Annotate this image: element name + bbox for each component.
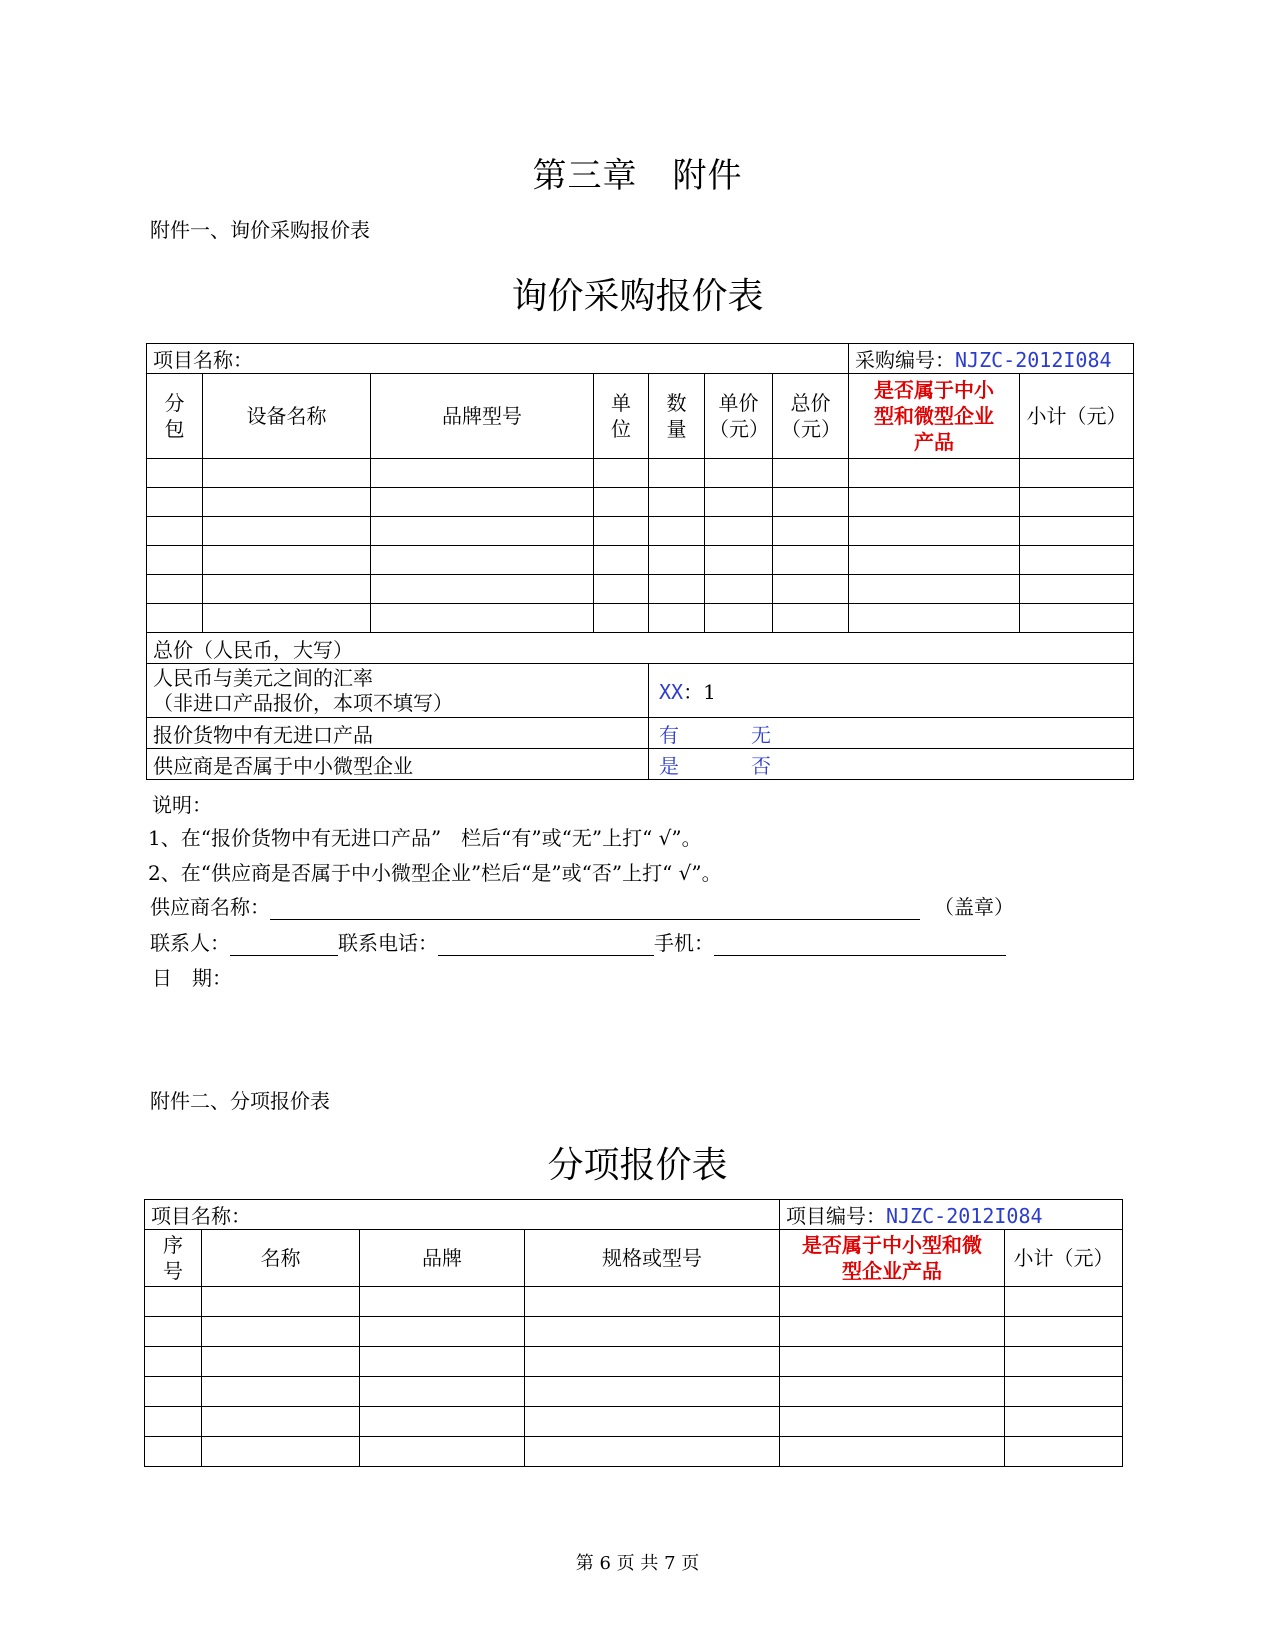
header-brand-model: 品牌型号 xyxy=(371,374,594,459)
header-unit-price: 单价（元） xyxy=(705,374,773,459)
item-quote-table xyxy=(144,1199,1123,1467)
table-row[interactable] xyxy=(147,459,1134,488)
quote-table-title: 询价采购报价表 xyxy=(511,276,764,317)
project-name-cell[interactable] xyxy=(147,344,849,374)
contact-label: 联系人： xyxy=(150,931,230,955)
project-no-cell: 项目编号：NJZC-2012I084 xyxy=(780,1200,1123,1230)
project-name-label: 项目名称： xyxy=(153,348,253,372)
table-row[interactable] xyxy=(145,1377,1123,1407)
attachment1-label: 附件一、询价采购报价表 xyxy=(150,218,370,242)
item-table-title: 分项报价表 xyxy=(547,1145,728,1186)
project-name-cell-2[interactable] xyxy=(145,1200,780,1230)
header-subtotal: 小计（元） xyxy=(1020,374,1134,459)
table-row[interactable] xyxy=(145,1317,1123,1347)
header-quantity: 数量 xyxy=(649,374,705,459)
header-total-price: 总价（元） xyxy=(773,374,849,459)
notes-title: 说明： xyxy=(152,793,212,817)
procurement-no-cell: 采购编号：NJZC-2012I084 xyxy=(849,344,1134,374)
procurement-no: NJZC-2012I084 xyxy=(955,348,1112,372)
page-footer: 第 6 页 共 7 页 xyxy=(575,1553,700,1574)
header-equipment-name: 设备名称 xyxy=(203,374,371,459)
sme-yes-option[interactable]: 是 xyxy=(659,753,679,778)
sme-no-option[interactable]: 否 xyxy=(751,753,771,778)
exchange-rate-label: 人民币与美元之间的汇率 （非进口产品报价，本项不填写） xyxy=(147,664,649,718)
header-unit: 单位 xyxy=(594,374,649,459)
import-no-option[interactable]: 无 xyxy=(751,722,771,747)
supplier-row xyxy=(150,891,1014,920)
header-subtotal-2: 小计（元） xyxy=(1005,1230,1123,1287)
contact-field[interactable] xyxy=(230,935,338,956)
header-name: 名称 xyxy=(202,1230,360,1287)
attachment2-label: 附件二、分项报价表 xyxy=(150,1089,330,1113)
contact-row xyxy=(150,927,1006,956)
header-seq: 序号 xyxy=(145,1230,202,1287)
phone-label: 联系电话： xyxy=(338,931,438,955)
chapter-title: 第三章 附件 xyxy=(532,156,743,196)
exchange-rate-xx: XX xyxy=(659,680,684,704)
seal-label: （盖章） xyxy=(934,895,1014,919)
mobile-field[interactable] xyxy=(714,935,1006,956)
project-no: NJZC-2012I084 xyxy=(886,1204,1043,1228)
project-name-label-2: 项目名称： xyxy=(151,1204,251,1228)
note-2: 2、在“供应商是否属于中小微型企业”栏后“是”或“否”上打“ √”。 xyxy=(148,861,722,885)
total-rmb-label: 总价（人民币，大写） xyxy=(153,637,353,662)
table-row[interactable] xyxy=(147,488,1134,517)
date-label: 日 期： xyxy=(152,966,232,990)
header-brand: 品牌 xyxy=(360,1230,525,1287)
import-label: 报价货物中有无进口产品 xyxy=(147,718,649,749)
sme-options xyxy=(649,749,1134,780)
supplier-name-field[interactable] xyxy=(270,899,920,920)
sme-label: 供应商是否属于中小微型企业 xyxy=(147,749,649,780)
table-row[interactable] xyxy=(145,1437,1123,1467)
phone-field[interactable] xyxy=(438,935,654,956)
header-spec: 规格或型号 xyxy=(525,1230,780,1287)
table-row[interactable] xyxy=(147,546,1134,575)
import-options xyxy=(649,718,1134,749)
table-row[interactable] xyxy=(147,604,1134,633)
header-sme-product-2: 是否属于中小型和微型企业产品 xyxy=(780,1230,1005,1287)
total-rmb-cell[interactable] xyxy=(147,633,1134,664)
exchange-rate-value[interactable]: XX：1 xyxy=(649,664,1134,718)
table-row[interactable] xyxy=(147,517,1134,546)
table-row[interactable] xyxy=(147,575,1134,604)
supplier-label: 供应商名称： xyxy=(150,895,270,919)
header-sme-product: 是否属于中小型和微型企业产品 xyxy=(849,374,1020,459)
table-row[interactable] xyxy=(145,1407,1123,1437)
table-row[interactable] xyxy=(145,1287,1123,1317)
mobile-label: 手机： xyxy=(654,931,714,955)
quote-table xyxy=(146,343,1134,780)
table-row[interactable] xyxy=(145,1347,1123,1377)
header-package: 分包 xyxy=(147,374,203,459)
import-yes-option[interactable]: 有 xyxy=(659,722,679,747)
note-1: 1、在“报价货物中有无进口产品” 栏后“有”或“无”上打“ √”。 xyxy=(148,826,702,850)
